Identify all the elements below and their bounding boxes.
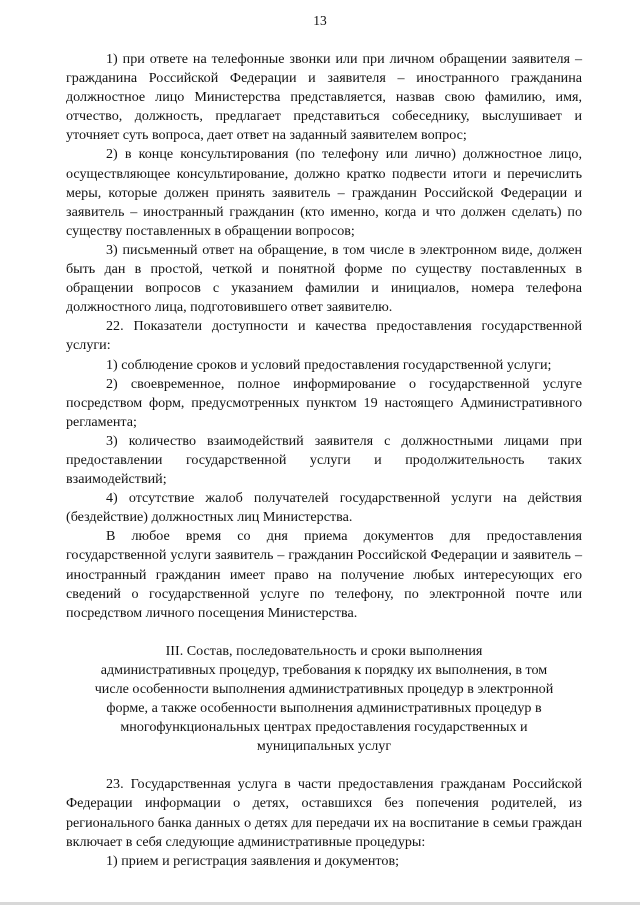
paragraph: 2) в конце консультирования (по телефону или лично) должностное лицо, осуществляющее консультирование, должно кратко подвести итоги и перечислить меры, которые должен принять заявитель – гражданин Российской Федерации и заявитель – иностранный гражданин (кто именно, когда и что должен сделать) по существу поставленных в обращении вопросов; xyxy=(66,146,582,239)
section-heading-line: форме, а также особенности выполнения административных процедур в xyxy=(106,700,542,717)
section-heading-line: административных процедур, требования к порядку их выполнения, в том xyxy=(100,661,548,678)
paragraph: 23. Государственная услуга в части предоставления гражданам Российской Федерации информации о детях, оставшихся без попечения родителей, из регионального банка данных о детях для передачи их на воспитание в семьи граждан включает в себя следующие административные процедуры: xyxy=(66,776,582,850)
paragraph: 3) письменный ответ на обращение, в том числе в электронном виде, должен быть дан в простой, четкой и понятной форме по существу поставленных в обращении вопросов с указанием фамилии и инициалов, номера телефона должностного лица, подготовившего ответ заявителю. xyxy=(66,241,582,316)
paragraph: 3) количество взаимодействий заявителя с должностными лицами при предоставлении государственной услуги и продолжительность таких взаимодействий; xyxy=(66,432,582,488)
paragraph: 4) отсутствие жалоб получателей государственной услуги на действия (бездействие) должностных лиц Министерства. xyxy=(66,490,582,526)
paragraph: В любое время со дня приема документов для предоставления государственной услуги заявитель – гражданин Российской Федерации и заявитель – иностранный гражданин имеет право на получение любых интересующих его сведений о государственной услуге по телефону, по электронной почте или посредством личного посещения Министерства. xyxy=(66,528,582,621)
section-heading-line: муниципальных услуг xyxy=(256,738,392,755)
section-heading xyxy=(66,642,582,757)
paragraph: 1) соблюдение сроков и условий предоставления государственной услуги; xyxy=(106,356,552,373)
paragraph: 22. Показатели доступности и качества предоставления государственной услуги: xyxy=(66,318,582,354)
section-heading-line: числе особенности выполнения административных процедур в электронной xyxy=(94,681,554,697)
section-heading-line: многофункциональных центрах предоставления государственных и xyxy=(120,719,528,736)
paragraph: 1) прием и регистрация заявления и документов; xyxy=(106,852,400,869)
page-number: 13 xyxy=(313,13,327,28)
paragraph: 1) при ответе на телефонные звонки или при личном обращении заявителя – гражданина Российской Федерации и заявителя – иностранного гражданина должностное лицо Министерства представляется, назвав свою фамилию, имя, отчество, должность, предлагает представиться собеседнику, выслушивает и уточняет суть вопроса, дает ответ на заданный заявителем вопрос; xyxy=(66,51,582,144)
document-body xyxy=(66,50,582,871)
paragraph: 2) своевременное, полное информирование о государственной услуге посредством форм, предусмотренных пунктом 19 настоящего Административного регламента; xyxy=(66,375,582,430)
section-heading-line: III. Состав, последовательность и сроки выполнения xyxy=(165,642,483,659)
